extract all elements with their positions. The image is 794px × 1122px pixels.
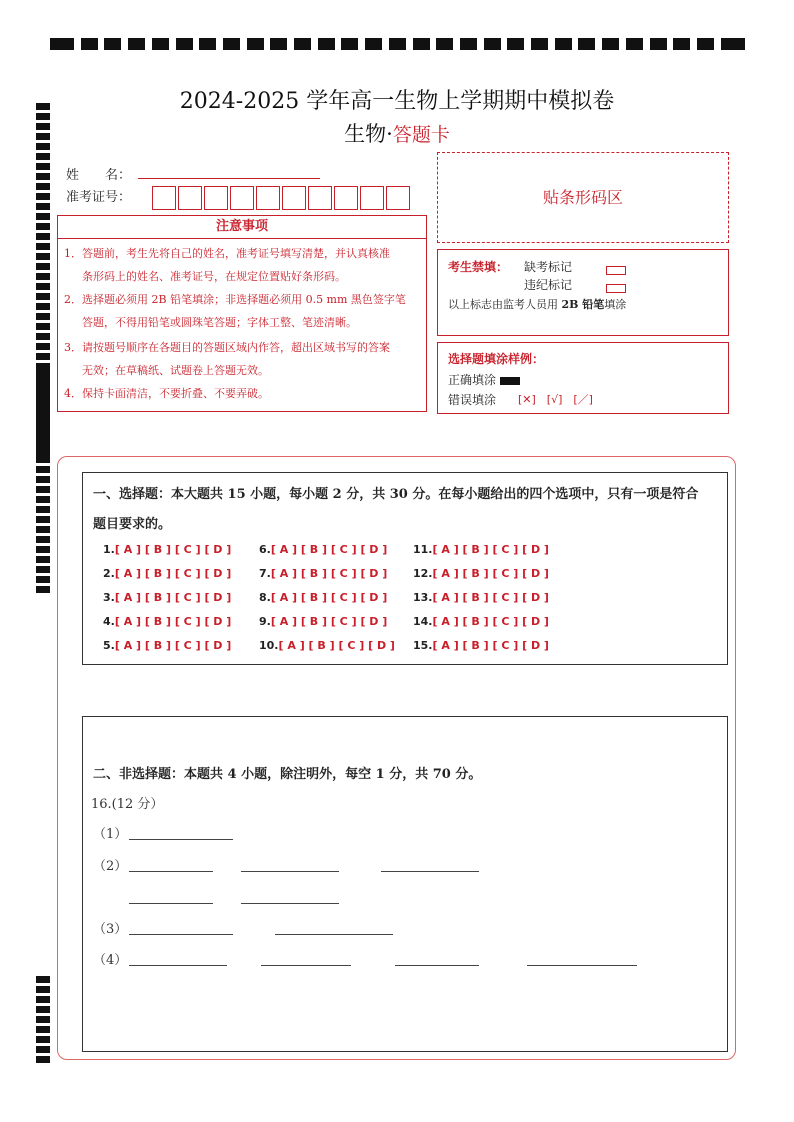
notice-line: 条形码上的姓名、准考证号，在规定位置贴好条形码。	[82, 270, 346, 283]
choice-q2[interactable]: 2.[ A ] [ B ] [ C ] [ D ]	[103, 567, 232, 580]
id-digit-box[interactable]	[256, 186, 280, 210]
choice-q11[interactable]: 11.[ A ] [ B ] [ C ] [ D ]	[413, 543, 549, 556]
part-1-label: （1）	[93, 827, 128, 842]
notice-heading: 注意事项	[58, 216, 426, 239]
fill-sample-box	[437, 342, 729, 414]
question-16-label: 16.(12 分）	[91, 797, 164, 812]
answer-blank-2-3[interactable]	[381, 871, 479, 872]
answer-blank-2-5[interactable]	[241, 903, 339, 904]
notice-line: 答题，不得用铅笔或圆珠笔答题；字体工整、笔迹清晰。	[82, 316, 357, 329]
correct-fill-text: 正确填涂	[448, 373, 497, 387]
choice-q9[interactable]: 9.[ A ] [ B ] [ C ] [ D ]	[259, 615, 388, 628]
id-digit-box[interactable]	[230, 186, 254, 210]
correct-fill-label	[448, 371, 520, 388]
choice-q10[interactable]: 10.[ A ] [ B ] [ C ] [ D ]	[259, 639, 395, 652]
notice-line: 4．保持卡面清洁，不要折叠、不要弄破。	[64, 387, 269, 400]
choice-q8[interactable]: 8.[ A ] [ B ] [ C ] [ D ]	[259, 591, 388, 604]
answer-blank-4-3[interactable]	[395, 965, 479, 966]
id-digit-box[interactable]	[152, 186, 176, 210]
answer-blank-4-1[interactable]	[129, 965, 227, 966]
answer-blank-3-2[interactable]	[275, 934, 393, 935]
examiner-note	[448, 296, 626, 312]
notice-item-3	[64, 336, 390, 382]
exam-id-label: 准考证号：	[66, 190, 132, 205]
exam-id-boxes[interactable]	[152, 186, 412, 210]
notice-item-1	[64, 242, 390, 288]
answer-blank-1-1[interactable]	[129, 839, 233, 840]
answer-blank-2-1[interactable]	[129, 871, 213, 872]
name-field[interactable]	[138, 178, 320, 179]
answer-card-label: 答题卡	[392, 124, 450, 146]
notice-item-4	[64, 382, 269, 405]
part-4-label: （4）	[93, 953, 128, 968]
notice-box	[57, 215, 427, 412]
subject-name: 生物	[344, 122, 387, 146]
card-subtitle	[0, 118, 794, 148]
exam-title: 2024-2025 学年高一生物上学期期中模拟卷	[179, 89, 615, 114]
choice-q14[interactable]: 14.[ A ] [ B ] [ C ] [ D ]	[413, 615, 549, 628]
part-3-label: （3）	[93, 922, 128, 937]
examiner-only-label: 考生禁填：	[448, 260, 509, 274]
choice-q3[interactable]: 3.[ A ] [ B ] [ C ] [ D ]	[103, 591, 232, 604]
notice-line: 无效；在草稿纸、试题卷上答题无效。	[82, 364, 269, 377]
choice-q5[interactable]: 5.[ A ] [ B ] [ C ] [ D ]	[103, 639, 232, 652]
wrong-fill-label: 错误填涂	[448, 393, 497, 407]
note-text: 填涂	[604, 298, 627, 311]
wrong-fill-marks: [✕] [√] [／]	[518, 393, 593, 406]
non-choice-section	[82, 716, 728, 1052]
choice-section	[82, 472, 728, 665]
choice-q1[interactable]: 1.[ A ] [ B ] [ C ] [ D ]	[103, 543, 232, 556]
notice-line: 2．选择题必须用 2B 铅笔填涂；非选择题必须用 0.5 mm 黑色签字笔	[64, 293, 406, 306]
answer-blank-2-2[interactable]	[241, 871, 339, 872]
absent-mark-label: 缺考标记	[524, 260, 573, 274]
filled-mark-icon	[500, 377, 520, 385]
choice-q7[interactable]: 7.[ A ] [ B ] [ C ] [ D ]	[259, 567, 388, 580]
id-digit-box[interactable]	[178, 186, 202, 210]
subtitle-dot: ·	[386, 122, 393, 146]
choice-q4[interactable]: 4.[ A ] [ B ] [ C ] [ D ]	[103, 615, 232, 628]
id-digit-box[interactable]	[360, 186, 384, 210]
answer-blank-3-1[interactable]	[129, 934, 233, 935]
violation-mark-box[interactable]	[606, 278, 626, 297]
id-digit-box[interactable]	[334, 186, 358, 210]
barcode-label: 贴条形码区	[542, 188, 623, 207]
notice-line: 1．答题前，考生先将自己的姓名，准考证号填写清楚，并认真核准	[64, 247, 390, 260]
choice-q13[interactable]: 13.[ A ] [ B ] [ C ] [ D ]	[413, 591, 549, 604]
absent-mark-box[interactable]	[606, 260, 626, 279]
examiner-only-box	[437, 249, 729, 336]
choice-q12[interactable]: 12.[ A ] [ B ] [ C ] [ D ]	[413, 567, 549, 580]
choice-q15[interactable]: 15.[ A ] [ B ] [ C ] [ D ]	[413, 639, 549, 652]
id-digit-box[interactable]	[282, 186, 306, 210]
non-choice-section-title: 二、非选择题：本题共 4 小题，除注明外，每空 1 分，共 70 分。	[93, 767, 482, 782]
choice-q6[interactable]: 6.[ A ] [ B ] [ C ] [ D ]	[259, 543, 388, 556]
notice-item-2	[64, 288, 406, 334]
fill-sample-heading: 选择题填涂样例：	[448, 352, 545, 366]
timing-marks-left-2	[36, 366, 50, 596]
timing-marks-left-3	[36, 976, 50, 1066]
id-digit-box[interactable]	[308, 186, 332, 210]
name-label: 姓 名：	[66, 168, 132, 183]
note-bold: 2B 铅笔	[561, 298, 605, 311]
answer-blank-4-2[interactable]	[261, 965, 351, 966]
id-digit-box[interactable]	[386, 186, 410, 210]
notice-line: 3．请按题号顺序在各题目的答题区域内作答，超出区域书写的答案	[64, 341, 390, 354]
violation-mark-label: 违纪标记	[524, 278, 573, 292]
answer-blank-4-4[interactable]	[527, 965, 637, 966]
part-2-label: （2）	[93, 859, 128, 874]
answer-blank-2-4[interactable]	[129, 903, 213, 904]
note-text: 以上标志由监考人员用	[448, 298, 562, 311]
id-digit-box[interactable]	[204, 186, 228, 210]
timing-marks-top	[50, 38, 745, 50]
choice-section-title-line2: 题目要求的。	[93, 517, 172, 532]
choice-section-title-line1: 一、选择题：本大题共 15 小题，每小题 2 分，共 30 分。在每小题给出的四个选项中，只有一项是符合	[93, 487, 699, 502]
barcode-area	[437, 152, 729, 243]
